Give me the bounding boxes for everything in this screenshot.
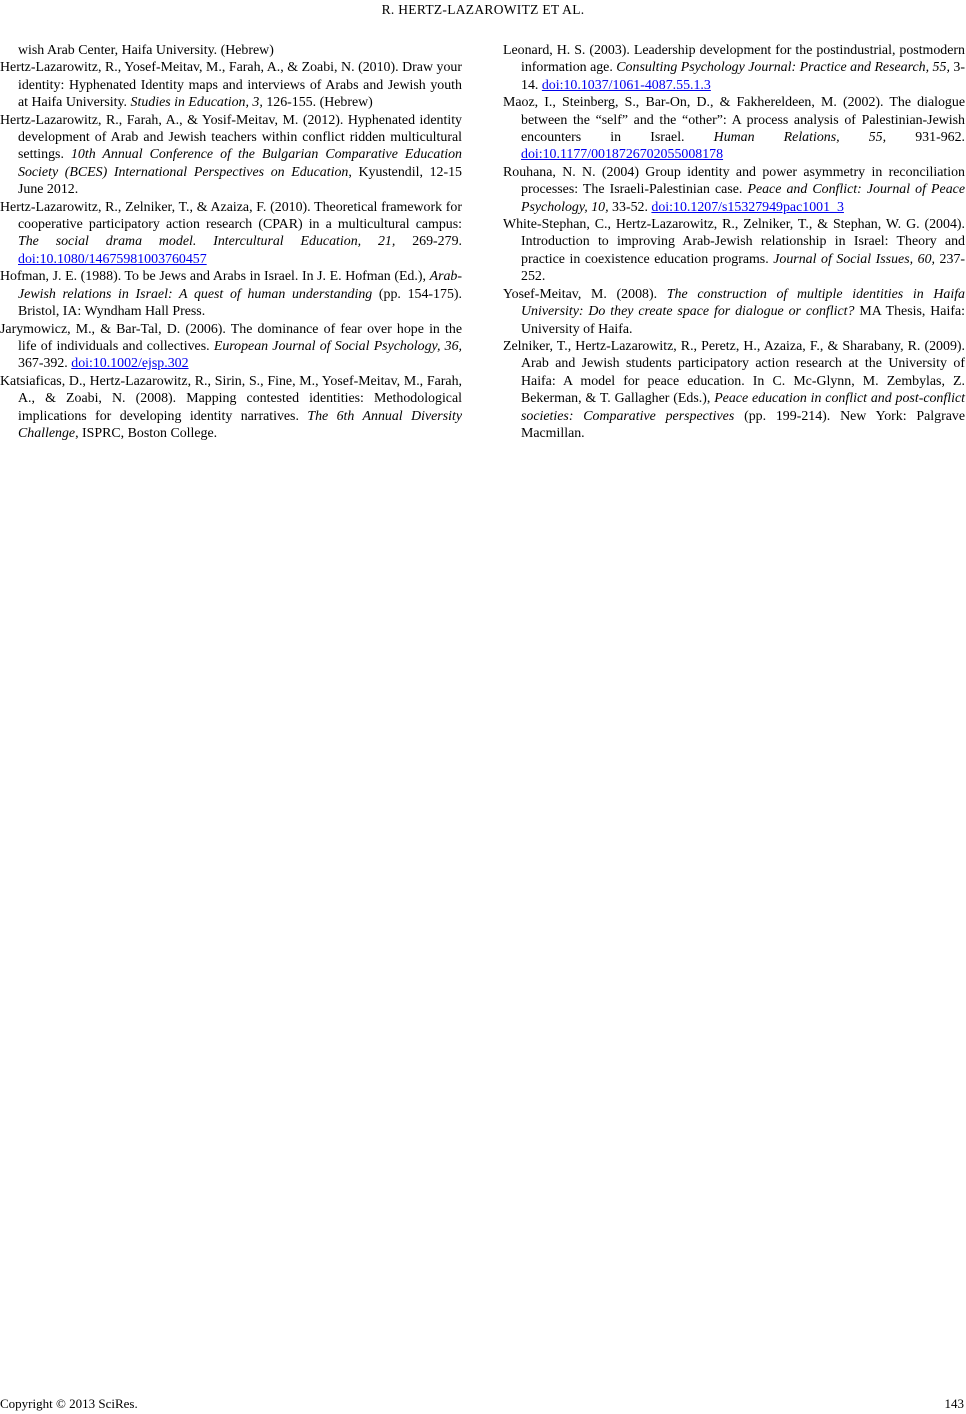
doi-link[interactable]: doi:10.1002/ejsp.302 — [71, 356, 189, 372]
reference-text: Zelniker, T., Hertz-Lazarowitz, R., Peretz, H., Azaiza, F., & Sharabany, R. (2009). Arab and Jewish students participatory action research at the University of Haifa: A model for peace education. In C. Mc-Glynn, M. Zembylas, Z. Bekerman, & T. Gallagher (Eds.), — [503, 338, 965, 407]
reference-text: Leonard, H. S. (2003). Leadership development for the postindustrial, postmodern information age. — [503, 43, 965, 76]
page-number: 143 — [944, 1396, 964, 1411]
reference-text: Jarymowicz, M., & Bar-Tal, D. (2006). The dominance of fear over hope in the life of individuals and collectives. — [0, 321, 462, 354]
reference-text: (pp. 154-175). Bristol, IA: Wyndham Hall Press. — [18, 286, 462, 320]
reference-source-text: Journal of Social Issues, 60, — [773, 251, 935, 267]
reference-entry — [503, 216, 965, 286]
reference-source-text: 10th Annual Conference of the Bulgarian Comparative Education Society (BCES) International Perspectives on Education — [18, 147, 462, 180]
reference-source-text: Peace education in conflict and post-conflict societies: Comparative perspectives — [521, 391, 965, 424]
reference-entry — [0, 268, 462, 320]
reference-text: 367-392. — [18, 356, 72, 372]
reference-text: 269-279. — [395, 234, 462, 250]
reference-text: Hertz-Lazarowitz, R., Zelniker, T., & Azaiza, F. (2010). Theoretical framework for cooperative participatory action research (CPAR) in a multicultural campus: — [0, 199, 462, 233]
reference-source-text: Human Relations, 55, — [713, 130, 887, 146]
reference-text: 33-52. — [608, 199, 652, 215]
reference-source-text: Studies in Education, 3, — [130, 95, 263, 111]
reference-entry — [0, 373, 462, 443]
reference-entry — [0, 42, 462, 59]
reference-entry — [503, 338, 965, 442]
references-right-column — [503, 42, 965, 442]
reference-entry — [503, 42, 965, 94]
reference-entry — [0, 199, 462, 269]
reference-text: wish Arab Center, Haifa University. (Hebrew) — [18, 43, 274, 58]
references-left-column — [0, 42, 462, 442]
reference-entry — [0, 112, 462, 199]
reference-text: Katsiaficas, D., Hertz-Lazarowitz, R., Sirin, S., Fine, M., Yosef-Meitav, M., Farah, A., & Zoabi, N. (2008). Mapping contested identities: Methodological implications for developing identity narratives. — [0, 373, 462, 424]
reference-text: White-Stephan, C., Hertz-Lazarowitz, R., Zelniker, T., & Stephan, W. G. (2004). Introduction to improving Arab-Jewish relationship in Israel: Theory and practice in coexistence education programs. — [503, 217, 965, 267]
doi-link[interactable]: doi:10.1037/1061-4087.55.1.3 — [541, 77, 711, 93]
copyright-notice: Copyright © 2013 SciRes. — [0, 1396, 138, 1411]
reference-text: MA Thesis, Haifa: University of Haifa. — [521, 304, 965, 337]
reference-source-text: The social drama model. Intercultural Education, 21, — [18, 234, 396, 250]
reference-source-text: The construction of multiple identities in Haifa University: Do they create space for dialogue or conflict? — [521, 286, 965, 320]
reference-entry — [0, 321, 462, 373]
reference-entry — [503, 286, 965, 338]
doi-link[interactable]: doi:10.1080/14675981003760457 — [18, 251, 207, 267]
running-header: R. HERTZ-LAZAROWITZ ET AL. — [381, 2, 585, 17]
reference-text: , Kyustendil, 12-15 June 2012. — [18, 164, 463, 198]
reference-entry — [0, 59, 462, 111]
reference-text: Hofman, J. E. (1988). To be Jews and Arabs in Israel. In J. E. Hofman (Ed.), — [0, 269, 430, 285]
reference-text: 3-14. — [521, 60, 965, 93]
reference-text: Rouhana, N. N. (2004) Group identity and power asymmetry in reconciliation processes: The Israeli-Palestinian case. — [503, 164, 965, 198]
reference-text: Yosef-Meitav, M. (2008). — [503, 286, 667, 302]
reference-source-text: The 6th Annual Diversity Challenge — [18, 408, 462, 441]
reference-entry — [503, 164, 965, 216]
reference-text: , ISPRC, Boston College. — [75, 425, 218, 441]
reference-source-text: Consulting Psychology Journal: Practice and Research, 55, — [616, 60, 950, 76]
reference-source-text: Arab-Jewish relations in Israel: A quest of human understanding — [18, 269, 462, 302]
reference-text: Hertz-Lazarowitz, R., Yosef-Meitav, M., Farah, A., & Zoabi, N. (2010). Draw your identity: Hyphenated Identity maps and interviews of Arabs and Jewish youth at Haifa University. — [0, 60, 462, 111]
reference-text: 126-155. (Hebrew) — [262, 95, 373, 111]
reference-text: Maoz, I., Steinberg, S., Bar-On, D., & Fakhereldeen, M. (2002). The dialogue between the “self” and the “other”: A process analysis of Palestinian-Jewish encounters in Israel. — [503, 95, 965, 146]
doi-link[interactable]: doi:10.1177/0018726702055008178 — [521, 147, 724, 163]
reference-text: Hertz-Lazarowitz, R., Farah, A., & Yosif-Meitav, M. (2012). Hyphenated identity development of Arab and Jewish teachers within conflict ridden multicultural settings. — [0, 112, 462, 163]
reference-entry — [503, 94, 965, 164]
reference-source-text: European Journal of Social Psychology, 36, — [213, 338, 463, 354]
reference-source-text: Peace and Conflict: Journal of Peace Psychology, 10, — [521, 182, 965, 215]
reference-text: 931-962. — [886, 130, 965, 146]
reference-text: (pp. 199-214). New York: Palgrave Macmillan. — [521, 408, 966, 441]
reference-text: 237-252. — [521, 251, 966, 285]
doi-link[interactable]: doi:10.1207/s15327949pac1001_3 — [651, 199, 844, 215]
